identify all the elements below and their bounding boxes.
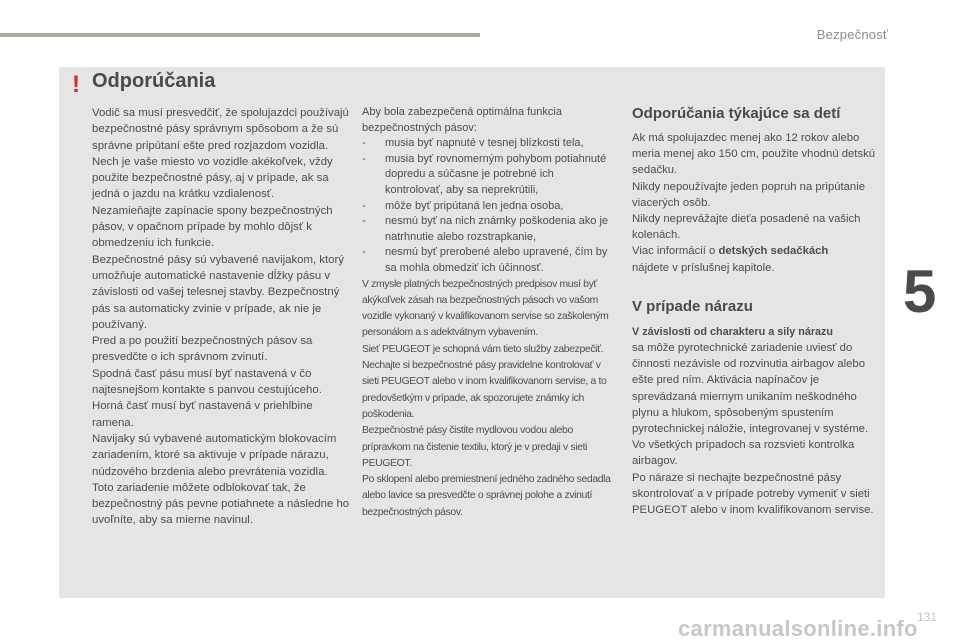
impact-heading: V prípade nárazu — [632, 297, 753, 315]
reference-link-text: detských sedačkách — [718, 245, 829, 258]
list-item-text: nesmú byť na nich známky poškodenia ako je natrhnutie alebo rozstrapkanie, — [385, 215, 609, 243]
paragraph: Nech je vaše miesto vo vozidle akékoľvek, vždy použite bezpečnostné pásy, aj v prípade, ak sa jedná o jazdu na krátku vzdialenosť. — [92, 155, 333, 201]
list-dash: - — [362, 137, 366, 150]
paragraph: Navijaky sú vybavené automatickým blokovacím zariadením, ktoré sa aktivuje v prípade nárazu, núdzového brzdenia alebo prevrátenia vozidla. Toto zariadenie môžete odblokovať tak, že bezpečnostný pás pevne potiahnete a následne ho uvoľníte, aby sa mierne navinul. — [92, 432, 350, 527]
exclamation-icon: ! — [72, 71, 80, 98]
page-number: 131 — [917, 610, 938, 624]
section-title: Bezpečnosť — [816, 27, 888, 42]
child-seat-reference — [632, 243, 882, 275]
list-dash: - — [362, 152, 366, 165]
column-left — [92, 105, 350, 529]
paragraph: Nikdy nepoužívajte jeden popruh na pripútanie viacerých osôb. — [632, 180, 866, 209]
paragraph: Po sklopení alebo premiestnení jedného zadného sedadla alebo lavice sa presvedčte o správnej polohe a zvinutí bezpečnostných pásov. — [362, 474, 611, 518]
watermark: carmanualsonline.info — [678, 616, 918, 641]
paragraph: Pred a po použití bezpečnostných pásov sa presvedčte o ich správnom zvinutí. — [92, 335, 313, 364]
list-item-text: musia byť rovnomerným pohybom potiahnuté dopredu a súčasne je potrebné ich kontrolovať, aby sa neprekrútili, — [385, 152, 607, 196]
list-dash: - — [362, 199, 366, 212]
paragraph: Ak má spolujazdec menej ako 12 rokov alebo meria menej ako 150 cm, použite vhodnú detskú sedačku. — [632, 132, 876, 177]
paragraph: Nezamieňajte zapínacie spony bezpečnostných pásov, v opačnom prípade by mohlo dôjsť k obmedzeniu ich funkcie. — [92, 204, 333, 250]
impact-subheading: V závislosti od charakteru a sily nárazu — [632, 325, 834, 338]
list-item — [362, 245, 612, 276]
column-right — [632, 105, 882, 518]
list-item-text: môže byť pripútaná len jedna osoba, — [385, 199, 564, 212]
header-rule — [0, 33, 480, 37]
list-intro: Aby bola zabezpečená optimálna funkcia bezpečnostných pásov: — [362, 106, 562, 134]
reference-suffix: nájdete v príslušnej kapitole. — [632, 261, 775, 274]
paragraph: Sieť PEUGEOT je schopná vám tieto služby zabezpečiť. — [362, 343, 604, 355]
list-item — [362, 152, 612, 199]
paragraph: Bezpečnostné pásy čistite mydlovou vodou alebo prípravkom na čistenie textilu, ktorý je v predaji v sieti PEUGEOT. — [362, 425, 588, 469]
paragraph: sa môže pyrotechnické zariadenie uviesť do činnosti nezávisle od rozvinutia airbagov alebo ešte pred ním. Aktivácia napínačov je sprevádzaná miernym unikaním neškodného plynu a hlukom, spôsobeným spustením pyrotechnickej náložie, integrovanej v systéme. — [632, 342, 869, 436]
list-item — [362, 199, 612, 215]
paragraph: Spodná časť pásu musí byť nastavená v čo najtesnejšom kontakte s panvou cestujúceho. — [92, 367, 322, 397]
paragraph: Horná časť musí byť nastavená v priehlbine ramena. — [92, 400, 313, 429]
paragraph: Vodič sa musí presvedčiť, že spolujazdci používajú bezpečnostné pásy správnym spôsobom a že sú správne pripútaní ešte pred rozjazdom vozidla. — [92, 107, 349, 152]
paragraph: Nechajte si bezpečnostné pásy pravidelne kontrolovať v sieti PEUGEOT alebo v inom kvalifikovanom servise, a to predovšetkým v prípade, ak spozorujete známky ich poškodenia. — [362, 360, 607, 420]
chapter-number: 5 — [903, 258, 937, 325]
list-item — [362, 214, 612, 245]
page-title: Odporúčania — [92, 70, 216, 92]
list-dash: - — [362, 215, 366, 228]
list-dash: - — [362, 246, 366, 259]
column-middle — [362, 105, 612, 521]
list-item-text: musia byť napnuté v tesnej blízkosti tela, — [385, 137, 584, 150]
paragraph: Vo všetkých prípadoch sa rozsvieti kontrolka airbagov. — [632, 439, 855, 468]
list-item-text: nesmú byť prerobené alebo upravené, čím by sa mohla obmedziť ich účinnosť. — [385, 246, 608, 274]
paragraph: Po náraze si nechajte bezpečnostné pásy skontrolovať a v prípade potreby vymeniť v sieti PEUGEOT alebo v inom kvalifikovanom servise. — [632, 471, 874, 517]
reference-prefix: Viac informácií o — [632, 245, 719, 258]
paragraph: V zmysle platných bezpečnostných predpisov musí byť akýkoľvek zásah na bezpečnostných pásoch vo vašom vozidle vykonaný v kvalifikovanom servise so zaškoleným personálom a s adektvátnym vybavením. — [362, 278, 609, 339]
list-item — [362, 136, 612, 152]
paragraph: Nikdy neprevážajte dieťa posadené na vašich kolenách. — [632, 213, 861, 242]
paragraph: Bezpečnostné pásy sú vybavené navijakom, ktorý umožňuje automatické nastavenie dĺžky pásu v závislosti od vašej telesnej stavby. Bezpečnostný pás sa automaticky zvinie v prípade, ak nie je používaný. — [92, 253, 344, 331]
children-heading: Odporúčania týkajúce sa detí — [632, 105, 841, 122]
